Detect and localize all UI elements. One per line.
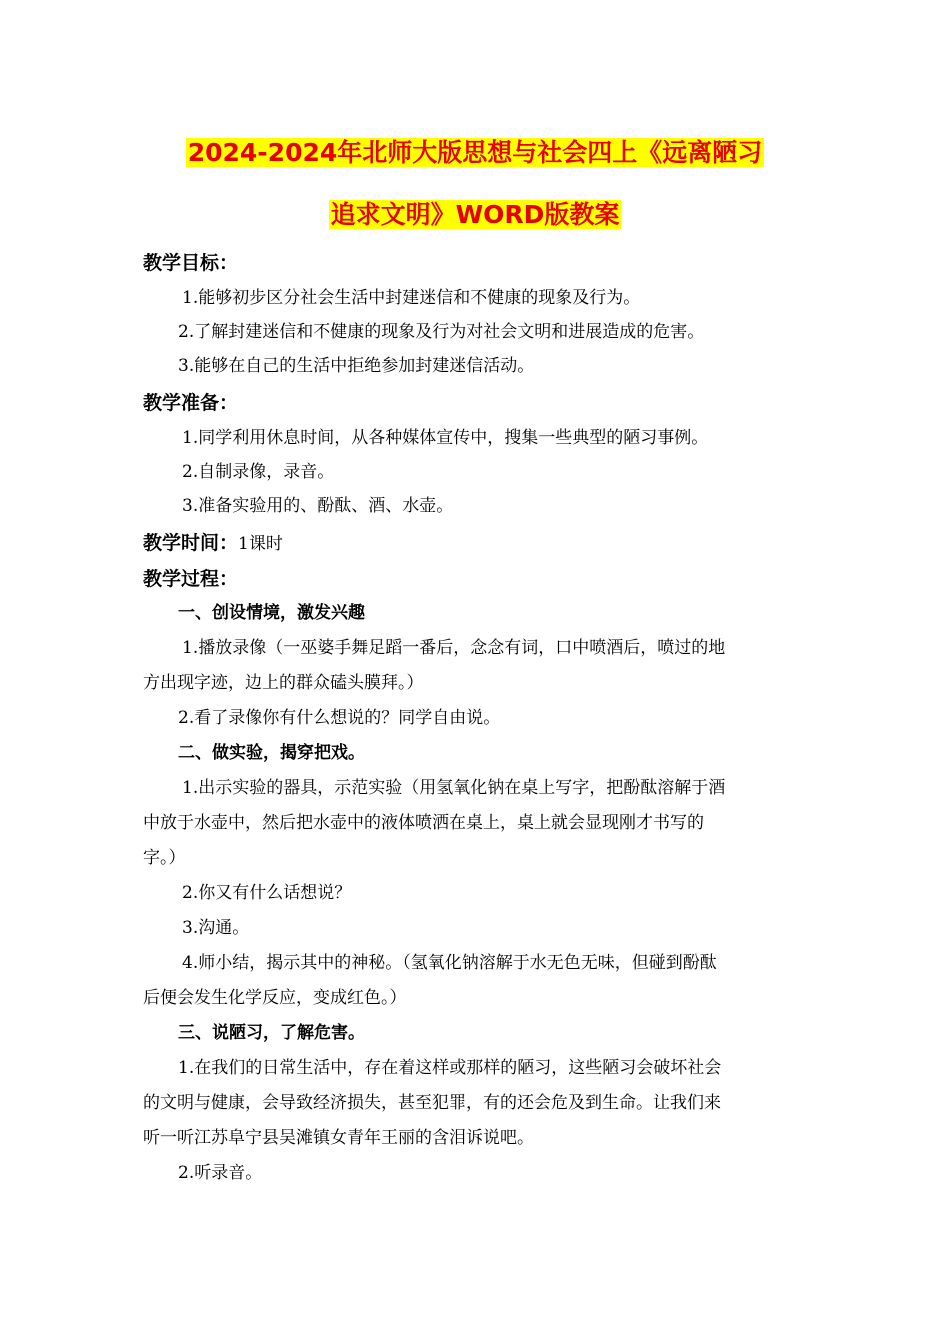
section2-line: 1.出示实验的器具，示范实验（用氢氧化钠在桌上写字，把酚酞溶解于酒	[182, 778, 726, 798]
section2-line: 2.你又有什么话想说？	[182, 883, 352, 903]
section2-title: 二、做实验，揭穿把戏。	[178, 743, 365, 763]
prep-heading: 教学准备：	[143, 392, 239, 414]
document-title-line1: 2024-2024年北师大版思想与社会四上《远离陋习	[187, 138, 763, 167]
time-value: 1课时	[238, 534, 283, 554]
section2-line: 中放于水壶中，然后把水壶中的液体喷洒在桌上，桌上就会显现刚才书写的	[143, 813, 704, 833]
goals-item-2: 2.了解封建迷信和不健康的现象及行为对社会文明和进展造成的危害。	[178, 322, 705, 342]
section3-title: 三、说陋习，了解危害。	[178, 1023, 365, 1043]
section1-line: 方出现字迹，边上的群众磕头膜拜。）	[143, 673, 424, 693]
section2-line: 3.沟通。	[182, 918, 250, 938]
section3-line: 1.在我们的日常生活中，存在着这样或那样的陋习，这些陋习会破坏社会	[178, 1058, 722, 1078]
prep-item-2: 2.自制录像，录音。	[182, 462, 335, 482]
section2-line: 4.师小结，揭示其中的神秘。（氢氧化钠溶解于水无色无味，但碰到酚酞	[182, 953, 717, 973]
goals-item-1: 1.能够初步区分社会生活中封建迷信和不健康的现象及行为。	[182, 288, 641, 308]
document-title-line2: 追求文明》WORD版教案	[330, 200, 620, 229]
section3-line: 2.听录音。	[178, 1163, 263, 1183]
time-heading: 教学时间：1课时	[143, 532, 283, 554]
section1-line: 1.播放录像（一巫婆手舞足蹈一番后，念念有词，口中喷酒后，喷过的地	[182, 638, 726, 658]
process-heading: 教学过程：	[143, 568, 239, 590]
goals-item-3: 3.能够在自己的生活中拒绝参加封建迷信活动。	[178, 356, 535, 376]
section2-line: 后便会发生化学反应，变成红色。）	[143, 988, 407, 1008]
section2-line: 字。）	[143, 848, 186, 868]
section1-title: 一、创设情境，激发兴趣	[178, 603, 365, 623]
prep-item-1: 1.同学利用休息时间，从各种媒体宣传中，搜集一些典型的陋习事例。	[182, 428, 709, 448]
goals-heading: 教学目标：	[143, 252, 239, 274]
section1-line: 2.看了录像你有什么想说的？同学自由说。	[178, 708, 501, 728]
section3-line: 听一听江苏阜宁县吴滩镇女青年王丽的含泪诉说吧。	[143, 1128, 534, 1148]
prep-item-3: 3.准备实验用的、酚酞、酒、水壶。	[182, 496, 454, 516]
section3-line: 的文明与健康，会导致经济损失，甚至犯罪，有的还会危及到生命。让我们来	[143, 1093, 721, 1113]
